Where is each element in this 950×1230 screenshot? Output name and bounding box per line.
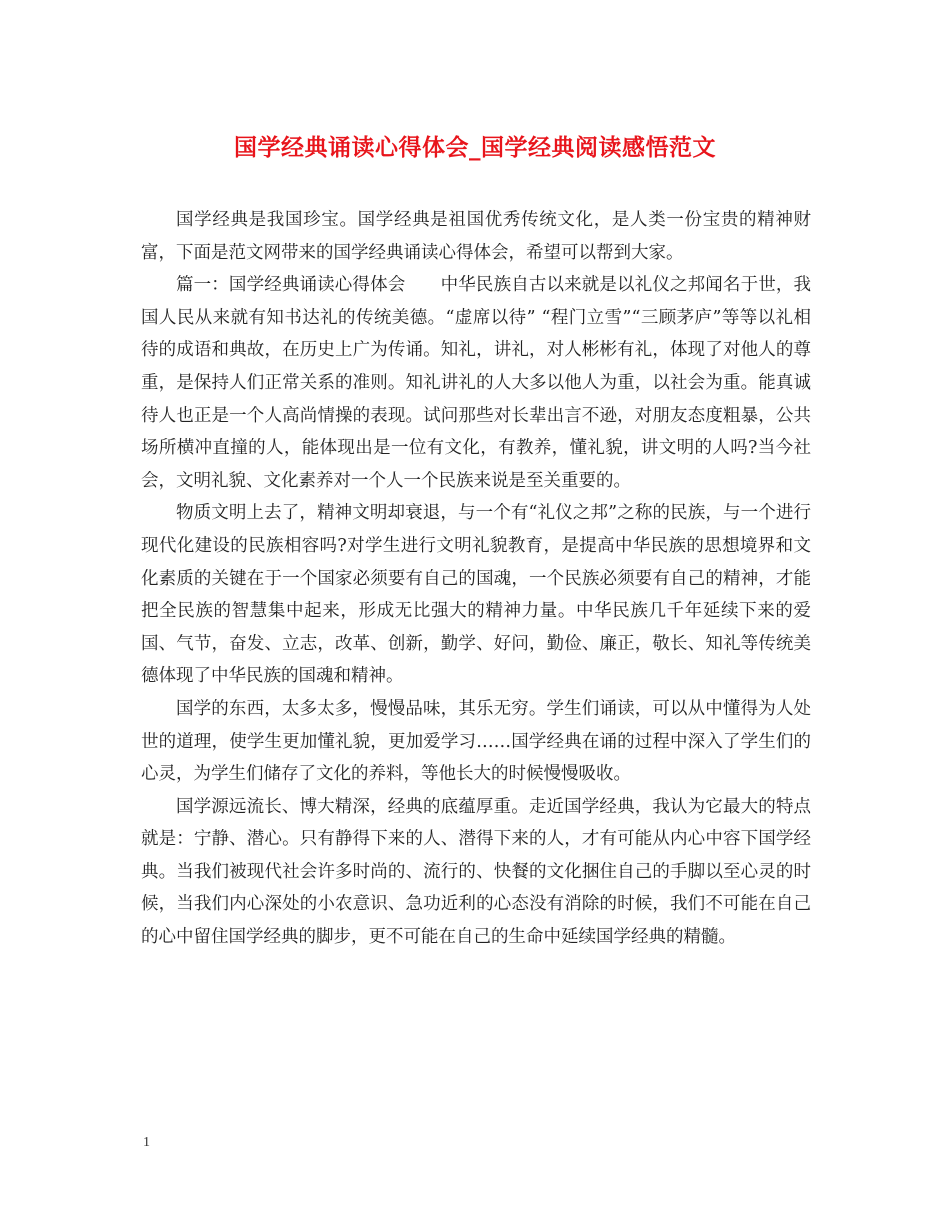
page-number: 1 xyxy=(143,1135,150,1150)
paragraph-guoxue-origins: 国学源远流长、博大精深，经典的底蕴厚重。走近国学经典，我认为它最大的特点就是：宁静、潜心。只有静得下来的人、潜得下来的人，才有可能从内心中容下国学经典。当我们被现代社会许多时尚的、流行的、快餐的文化捆住自己的手脚以至心灵的时候，当我们内心深处的小农意识、急功近利的心态没有消除的时候，我们不可能在自己的心中留住国学经典的脚步，更不可能在自己的生命中延续国学经典的精髓。 xyxy=(141,796,811,948)
paragraph-intro: 国学经典是我国珍宝。国学经典是祖国优秀传统文化，是人类一份宝贵的精神财富，下面是范文网带来的国学经典诵读心得体会，希望可以帮到大家。 xyxy=(141,210,811,263)
paragraph-guoxue-things: 国学的东西，太多太多，慢慢品味，其乐无穷。学生们诵读，可以从中懂得为人处世的道理，使学生更加懂礼貌，更加爱学习……国学经典在诵的过程中深入了学生们的心灵，为学生们储存了文化的养料，等他长大的时候慢慢吸收。 xyxy=(141,698,811,785)
paragraph-part-one: 篇一：国学经典诵读心得体会 中华民族自古以来就是以礼仪之邦闻名于世，我国人民从来就有知书达礼的传统美德。“虚席以待” “程门立雪”“三顾茅庐”等等以礼相待的成语和典故，在历史上广为传诵。知礼，讲礼，对人彬彬有礼，体现了对他人的尊重，是保持人们正常关系的准则。知礼讲礼的人大多以他人为重，以社会为重。能真诚待人也正是一个人高尚情操的表现。试问那些对长辈出言不逊，对朋友态度粗暴，公共场所横冲直撞的人，能体现出是一位有文化，有教养，懂礼貌，讲文明的人吗?当今社会，文明礼貌、文化素养对一个人一个民族来说是至关重要的。 xyxy=(141,275,811,491)
document-title: 国学经典诵读心得体会_国学经典阅读感悟范文 xyxy=(234,134,716,161)
paragraph-material-civilization: 物质文明上去了，精神文明却衰退，与一个有“礼仪之邦”之称的民族，与一个进行现代化建设的民族相容吗?对学生进行文明礼貌教育，是提高中华民族的思想境界和文化素质的关键在于一个国家必须要有自己的国魂，一个民族必须要有自己的精神，才能把全民族的智慧集中起来，形成无比强大的精神力量。中华民族几千年延续下来的爱国、气节，奋发、立志，改革、创新，勤学、好问，勤俭、廉正，敬长、知礼等传统美德体现了中华民族的国魂和精神。 xyxy=(141,503,811,687)
document-body xyxy=(141,204,811,954)
